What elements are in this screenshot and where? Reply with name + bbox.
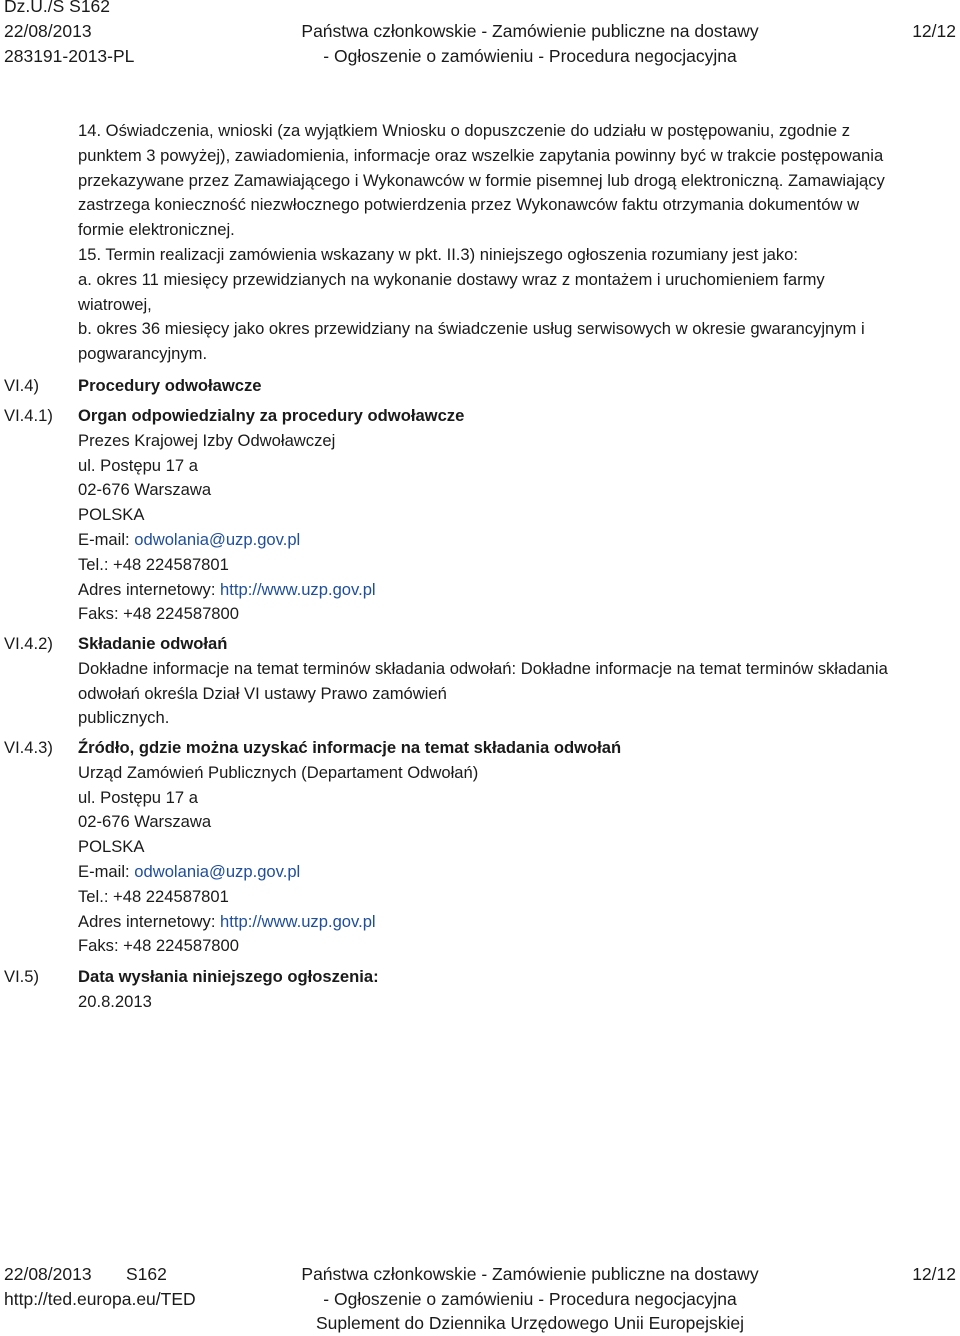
section-title-vi42: Składanie odwołań (78, 634, 228, 653)
header-title-line2: - Ogłoszenie o zamówieniu - Procedura negocjacyjna (323, 46, 737, 66)
appeals-info-line: publicznych. (78, 708, 170, 728)
postal-city: 02-676 Warszawa (78, 480, 212, 500)
street-address: ul. Postępu 17 a (78, 455, 198, 475)
section-number-vi42: VI.4.2) (4, 634, 53, 653)
point-a-line: wiatrowej, (78, 294, 152, 314)
telephone: Tel.: +48 224587801 (78, 886, 229, 906)
footer-url[interactable]: http://ted.europa.eu/TED (4, 1289, 196, 1309)
point-14-line: formie elektronicznej. (78, 220, 235, 240)
section-number-vi4: VI.4) (4, 376, 40, 395)
section-number-vi5: VI.5) (4, 967, 40, 986)
email-row (78, 528, 944, 553)
street-address: ul. Postępu 17 a (78, 787, 198, 807)
point-b-line: b. okres 36 miesięcy jako okres przewidziany na świadczenie usług serwisowych w okresie gwarancyjnym i (78, 319, 865, 339)
section-title-vi41: Organ odpowiedzialny za procedury odwoławcze (78, 406, 465, 425)
organisation-name: Prezes Krajowej Izby Odwoławczej (78, 430, 336, 450)
email-row (78, 860, 944, 885)
postal-city: 02-676 Warszawa (78, 812, 212, 832)
website-link[interactable]: http://www.uzp.gov.pl (220, 911, 376, 931)
dispatch-date: 20.8.2013 (78, 991, 152, 1011)
footer-title-line3: Suplement do Dziennika Urzędowego Unii Europejskiej (315, 1313, 744, 1333)
footer-date: 22/08/2013 (4, 1264, 92, 1284)
point-15: 15. Termin realizacji zamówienia wskazany w pkt. II.3) niniejszego ogłoszenia rozumiany jest jako: (78, 244, 799, 264)
point-a-line: a. okres 11 miesięcy przewidzianych na wykonanie dostawy wraz z montażem i uruchomieniem farmy (78, 269, 825, 289)
header-page-number: 12/12 (912, 21, 956, 41)
point-14-line: zastrzega konieczność niezwłocznego potwierdzenia przez Wykonawców faktu otrzymania dokumentów w (78, 195, 860, 215)
point-14-line: punktem 3 powyżej), zawiadomienia, informacje oraz wszelkie zapytania powinny być w trakcie postępowania (78, 145, 884, 165)
appeals-info-line: odwołań określa Dział VI ustawy Prawo zamówień (78, 683, 447, 703)
header-title-line1: Państwa członkowskie - Zamówienie publiczne na dostawy (301, 21, 759, 41)
email-label: E-mail: (78, 529, 135, 549)
telephone: Tel.: +48 224587801 (78, 554, 229, 574)
section-title-vi43: Źródło, gdzie można uzyskać informacje na temat składania odwołań (78, 738, 622, 757)
web-row (78, 578, 944, 603)
notice-number: 283191-2013-PL (4, 46, 135, 66)
country: POLSKA (78, 837, 145, 857)
header-date: 22/08/2013 (4, 21, 92, 41)
intro-text (78, 119, 944, 367)
email-link[interactable]: odwolania@uzp.gov.pl (134, 861, 301, 881)
section-number-vi43: VI.4.3) (4, 738, 53, 757)
point-14-line: 14. Oświadczenia, wnioski (za wyjątkiem Wniosku o dopuszczenie do udziału w postępowaniu, zgodnie z (78, 121, 851, 140)
footer-page-number: 12/12 (912, 1264, 956, 1284)
point-14-line: przekazywane przez Zamawiającego i Wykonawców w formie pisemnej lub drogą elektroniczną. Zamawiający (78, 170, 885, 190)
footer-issue: S162 (126, 1264, 167, 1284)
web-label: Adres internetowy: (78, 911, 221, 931)
footer-title-line1: Państwa członkowskie - Zamówienie publiczne na dostawy (301, 1264, 759, 1284)
organisation-name: Urząd Zamówień Publicznych (Departament Odwołań) (78, 762, 479, 782)
web-label: Adres internetowy: (78, 579, 221, 599)
email-link[interactable]: odwolania@uzp.gov.pl (134, 529, 301, 549)
section-vi5 (78, 965, 944, 1015)
section-number-vi41: VI.4.1) (4, 406, 53, 425)
section-title-vi4: Procedury odwoławcze (78, 376, 262, 395)
appeals-info-line: Dokładne informacje na temat terminów składania odwołań: Dokładne informacje na temat terminów składania (78, 658, 888, 678)
section-vi42 (78, 632, 944, 731)
section-vi43 (78, 736, 944, 959)
fax: Faks: +48 224587800 (78, 936, 239, 956)
section-vi41 (78, 404, 944, 627)
website-link[interactable]: http://www.uzp.gov.pl (220, 579, 376, 599)
point-b-line: pogwarancyjnym. (78, 344, 208, 364)
country: POLSKA (78, 505, 145, 525)
footer-title-line2: - Ogłoszenie o zamówieniu - Procedura negocjacyjna (323, 1289, 737, 1309)
email-label: E-mail: (78, 861, 135, 881)
fax: Faks: +48 224587800 (78, 604, 239, 624)
journal-ref: Dz.U./S S162 (4, 0, 111, 16)
section-title-vi5: Data wysłania niniejszego ogłoszenia: (78, 967, 379, 986)
web-row (78, 910, 944, 935)
